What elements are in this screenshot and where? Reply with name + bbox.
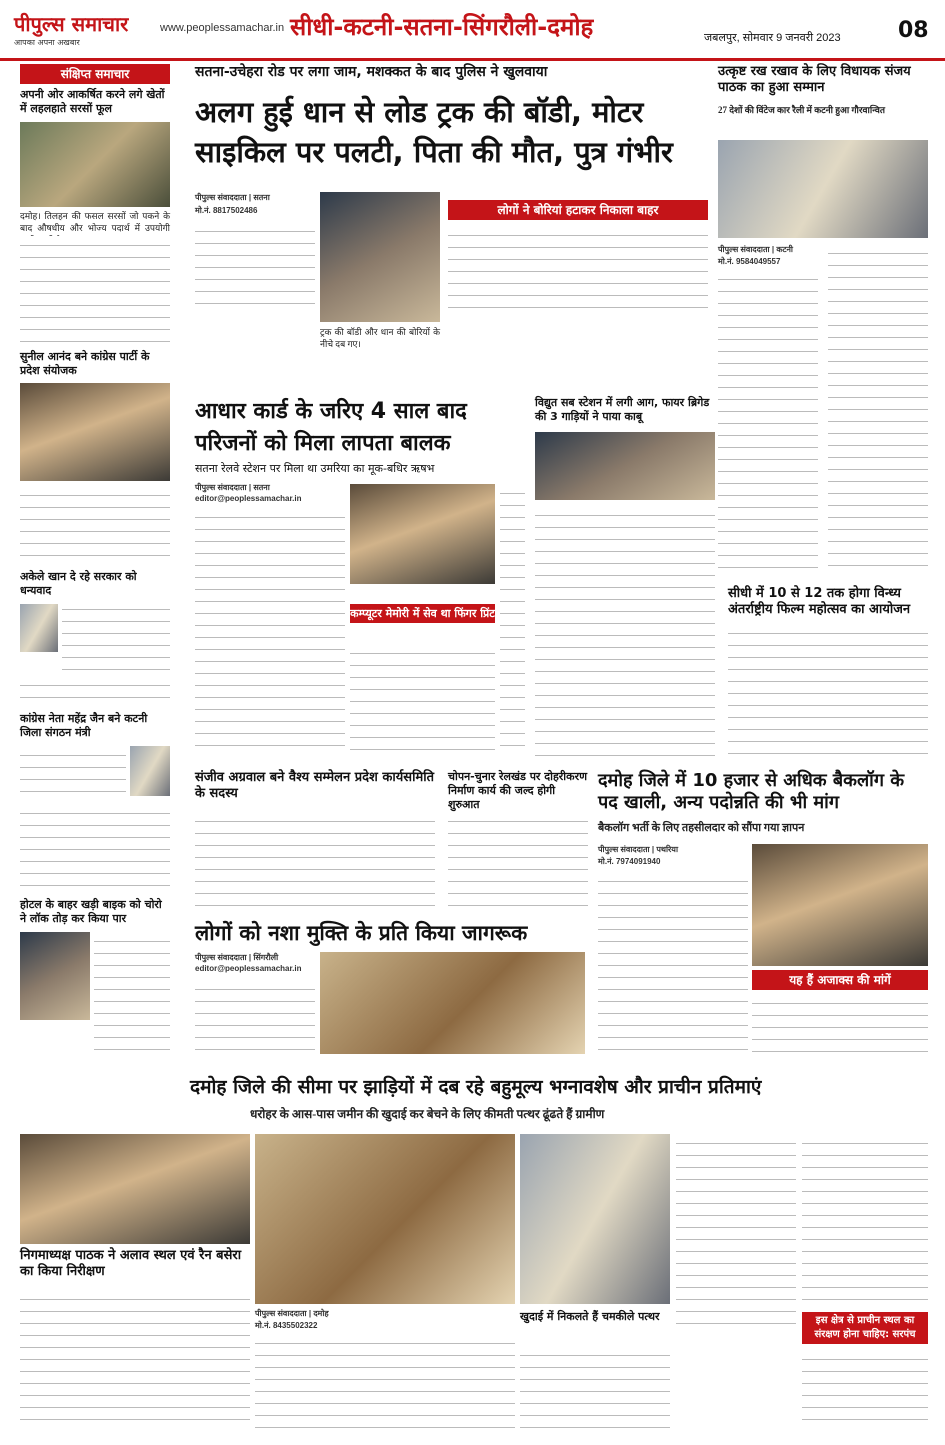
sub-headline: अकेले खान दे रहे सरकार को धन्यवाद [20, 570, 137, 597]
nasha-email: editor@peoplessamachar.in [195, 964, 302, 973]
fire-photo [535, 432, 715, 500]
lead-body [195, 222, 315, 312]
page-number: 08 [898, 18, 929, 43]
nigam-body [20, 1290, 250, 1430]
article-body [20, 746, 126, 801]
ruins-photo [255, 1134, 515, 1304]
accident-photo [320, 192, 440, 322]
vintage-car-photo [718, 140, 928, 238]
ruins-body [255, 1334, 515, 1430]
ruins-body [802, 1134, 928, 1304]
ruins-box1: खुदाई में निकलते हैं चमकीले पत्थर [520, 1310, 660, 1323]
vintage-body [718, 270, 818, 570]
ruins-headline: दमोह जिले की सीमा पर झाड़ियों में दब रहे बहुमूल्य भग्नावशेष और प्राचीन प्रतिमाएं [190, 1076, 762, 1098]
edition-cities: सीधी-कटनी-सतना-सिंगरौली-दमोह [290, 13, 594, 41]
sub-headline: होटल के बाहर खड़ी बाइक को चोरो ने लॉक तोड़ कर किया पार [20, 898, 162, 925]
backlog-box: यह हैं अजाक्स की मांगें [752, 970, 928, 990]
alav-photo [20, 1134, 250, 1244]
vaishya-headline: संजीव अग्रवाल बने वैश्य सम्मेलन प्रदेश कार्यसमिति के सदस्य [195, 770, 435, 801]
sculpture-photo [520, 1134, 670, 1304]
ruins-byline: पीपुल्स संवाददाता | दमोह [255, 1309, 329, 1318]
ruins-box2: इस क्षेत्र से प्राचीन स्थल का संरक्षण होना चाहिए: सरपंच [802, 1312, 928, 1344]
backlog-phone: मो.नं. 7974091940 [598, 857, 661, 866]
article-body [20, 804, 170, 894]
lead-headline: अलग हुई धान से लोड ट्रक की बॉडी, मोटर साइकिल पर पलटी, पिता की मौत, पुत्र गंभीर [195, 95, 673, 169]
nasha-body [195, 980, 315, 1060]
backlog-sub: बैकलॉग भर्ती के लिए तहसीलदार को सौंपा गया ज्ञापन [598, 822, 805, 834]
rail-body [448, 812, 588, 912]
aadhar-byline: पीपुल्स संवाददाता | सतना [195, 483, 270, 492]
nigam-headline: निगमाध्यक्ष पाठक ने अलाव स्थल एवं रैन बसेरा का किया निरीक्षण [20, 1248, 242, 1279]
group-photo [20, 383, 170, 481]
film-body [728, 624, 928, 756]
rail-headline: चोपन-चुनार रेलखंड पर दोहरीकरण निर्माण कार्य की जल्द होगी शुरुआत [448, 770, 588, 811]
lead-sub: लोगों ने बोरियां हटाकर निकाला बाहर [448, 200, 708, 220]
ruins-phone: मो.नं. 8435502322 [255, 1321, 318, 1330]
article-body [20, 486, 170, 566]
aadhar-body [500, 484, 525, 756]
awareness-photo [320, 952, 585, 1054]
vintage-kicker: उत्कृष्ट रख रखाव के लिए विधायक संजय पाठक का हुआ सम्मान [718, 64, 911, 95]
aadhar-sub: सतना रेलवे स्टेशन पर मिला था उमरिया का मूक-बधिर ऋषभ [195, 462, 435, 475]
newspaper-logo: पीपुल्स समाचार आपका अपना अखबार [14, 12, 129, 47]
film-headline: सीधी में 10 से 12 तक होगा विन्ध्य अंतर्राष्ट्रीय फिल्म महोत्सव का आयोजन [728, 586, 911, 617]
backlog-body [598, 872, 748, 1056]
fire-body [535, 506, 715, 756]
demands-list [752, 994, 928, 1056]
article-body [20, 676, 170, 706]
backlog-headline: दमोह जिले में 10 हजार से अधिक बैकलॉग के पद खाली, अन्य पदोन्नति की भी मांग [598, 770, 905, 813]
dateline: जबलपुर, सोमवार 9 जनवरी 2023 [704, 32, 841, 44]
portrait-photo [20, 604, 58, 652]
aadhar-email: editor@peoplessamachar.in [195, 494, 302, 503]
ruins-body [520, 1346, 670, 1430]
portrait-photo [130, 746, 170, 796]
vintage-byline: पीपुल्स संवाददाता | कटनी [718, 245, 794, 254]
aadhar-headline: आधार कार्ड के जरिए 4 साल बाद परिजनों को मिला लापता बालक [195, 399, 467, 456]
ruins-body [802, 1350, 928, 1430]
nasha-byline: पीपुल्स संवाददाता | सिंगरौली [195, 953, 279, 962]
backlog-byline: पीपुल्स संवाददाता | पथरिया [598, 845, 679, 854]
vintage-body [828, 244, 928, 570]
brief-title: अपनी ओर आकर्षित करने लगे खेतों में लहलहाते सरसों फूल [20, 88, 165, 115]
bike-photo [20, 932, 90, 1020]
brief-body [20, 236, 170, 346]
sub-headline: सुनील आनंद बने कांग्रेस पार्टी के प्रदेश संयोजक [20, 350, 150, 377]
fire-headline: विद्युत सब स्टेशन में लगी आग, फायर ब्रिगेड की 3 गाड़ियों ने पाया काबू [535, 396, 710, 423]
lead-byline: पीपुल्स संवाददाता | सतना [195, 193, 270, 202]
family-photo [350, 484, 495, 584]
memorandum-photo [752, 844, 928, 966]
sub-headline: कांग्रेस नेता महेंद्र जैन बने कटनी जिला संगठन मंत्री [20, 712, 148, 739]
website: www.peoplessamachar.in [160, 22, 285, 34]
ruins-body [676, 1134, 796, 1334]
article-body [62, 600, 170, 672]
aadhar-body [350, 644, 495, 756]
lead-kicker: सतना-उचेहरा रोड पर लगा जाम, मशक्कत के बाद पुलिस ने खुलवाया [195, 64, 548, 80]
lead-caption: ट्रक की बॉडी और धान की बोरियों के नीचे दब गए। [320, 327, 440, 349]
ruins-sub: धरोहर के आस-पास जमीन की खुदाई कर बेचने के लिए कीमती पत्थर ढूंढते हैं ग्रामीण [250, 1107, 605, 1121]
brief-label: संक्षिप्त समाचार [20, 64, 170, 84]
mustard-field-photo [20, 122, 170, 207]
vintage-phone: मो.नं. 9584049557 [718, 257, 781, 266]
article-body [94, 932, 170, 1052]
aadhar-box: कम्प्यूटर मेमोरी में सेव था फिंगर प्रिंट [350, 604, 495, 623]
vintage-sub: 27 देशों की विंटेज कार रैली में कटनी हुआ गौरवान्वित [718, 105, 886, 115]
aadhar-body [195, 508, 345, 756]
lead-body [448, 226, 708, 312]
vaishya-body [195, 812, 435, 912]
lead-phone: मो.नं. 8817502486 [195, 206, 258, 215]
brief-text: दमोह। तिलहन की फसल सरसों जो पकने के बाद औषधीय और भोज्य पदार्थ में उपयोगी [20, 211, 170, 233]
nasha-headline: लोगों को नशा मुक्ति के प्रति किया जागरूक [195, 921, 528, 945]
